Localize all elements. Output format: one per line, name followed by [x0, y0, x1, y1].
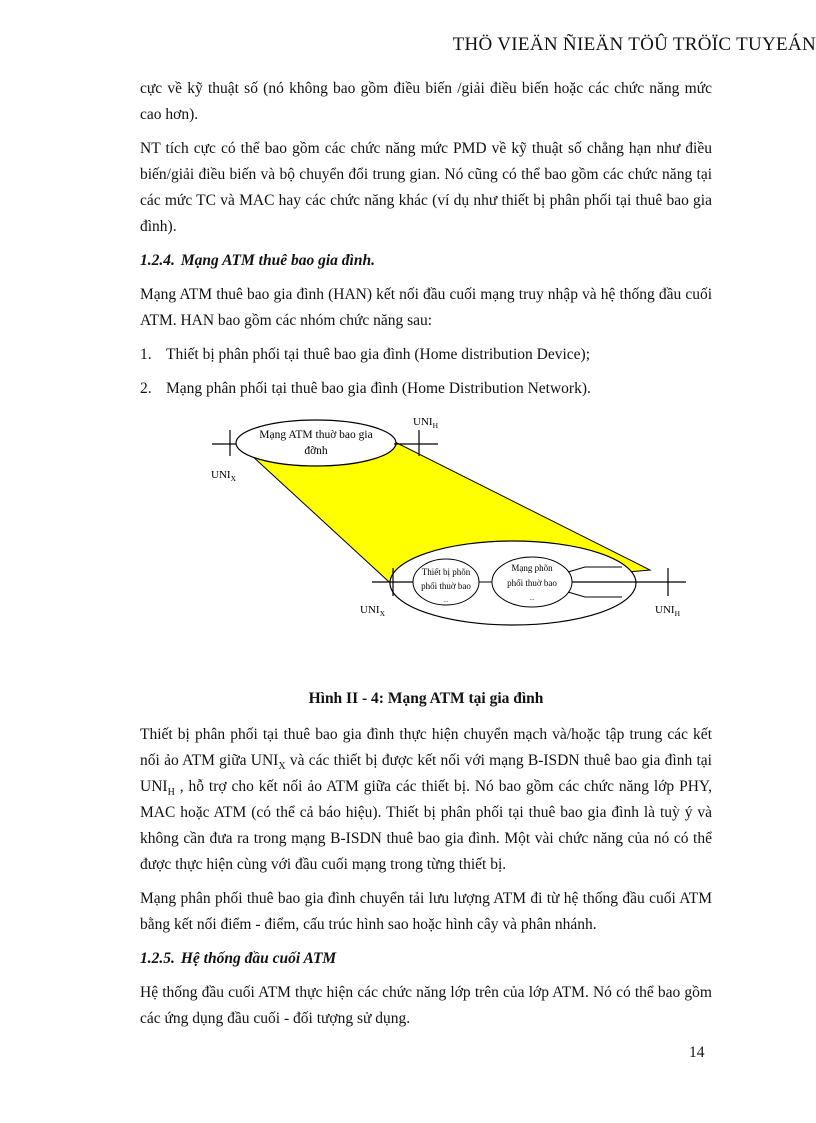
network-line2: phối thuờ bao: [507, 578, 557, 588]
uni-h-label-top: $UNI_H$: [413, 416, 438, 430]
page-number: 14: [689, 1044, 705, 1061]
device-line2: phối thuờ bao: [421, 581, 471, 591]
section-heading: [140, 946, 712, 972]
paragraph: Mạng phân phối thuê bao gia đình chuyển tải lưu lượng ATM đi từ hệ thống đầu cuối ATM bằng kết nối điểm - điểm, cấu trúc hình sao hoặc hình cây và phân nhánh.: [140, 890, 712, 933]
uni-x-label-top: $UNI_X$: [211, 469, 236, 483]
list-item: [140, 342, 712, 368]
paragraph: Thiết bị phân phối tại thuê bao gia đình thực hiện chuyển mạch và/hoặc tập trung các kết nối ảo ATM giữa $UNI_X$ và các thiết bị được kết nối với mạng B-ISDN thuê bao gia đình tại $UNI_H$ , hỗ trợ cho kết nối ảo ATM giữa các thiết bị. Nó bao gồm các chức năng lớp PHY, MAC hoặc ATM (có thể cả báo hiệu). Thiết bị phân phối tại thuê bao gia đình là tuỳ ý và không cần đưa ra trong mạng B-ISDN thuê bao gia đình. Một vài chức năng của nó có thể được thực hiện cùng với đầu cuối mạng trong từng thiết bị.: [140, 726, 712, 873]
figure-caption: Hình II - 4: Mạng ATM tại gia đình: [308, 690, 544, 707]
figure-diagram: [140, 410, 712, 680]
list-number: 1.: [140, 346, 152, 363]
uni-x-label-bottom: $UNI_X$: [360, 604, 385, 618]
network-line1: Mạng phõn: [511, 563, 553, 573]
top-ellipse-line2: đỡnh: [304, 445, 328, 457]
list-text: Thiết bị phân phối tại thuê bao gia đình (Home distribution Device);: [166, 346, 591, 363]
section-number: 1.2.4.: [140, 252, 175, 269]
top-ellipse-line1: Mạng ATM thuờ bao gia: [259, 429, 373, 441]
page-header: THÖ VIEÄN ÑIEÄN TÖÛ TRÖÏC TUYEÁN: [452, 34, 816, 55]
section-title: Hệ thống đầu cuối ATM: [180, 950, 337, 967]
list-number: 2.: [140, 380, 152, 397]
uni-h-label-bottom: $UNI_H$: [655, 604, 680, 618]
list-text: Mạng phân phối tại thuê bao gia đình (Home Distribution Network).: [166, 380, 591, 397]
section-number: 1.2.5.: [140, 950, 175, 967]
paragraph: Hệ thống đầu cuối ATM thực hiện các chức năng lớp trên của lớp ATM. Nó có thể bao gồm các ứng dụng đầu cuối - đối tượng sử dụng.: [140, 984, 712, 1027]
paragraph: cực về kỹ thuật số (nó không bao gồm điều biến /giải điều biến hoặc các chức năng mức cao hơn).: [140, 80, 712, 123]
network-line3: ...: [529, 594, 535, 602]
section-title: Mạng ATM thuê bao gia đình.: [180, 252, 375, 269]
list-item: [140, 376, 712, 402]
paragraph: NT tích cực có thể bao gồm các chức năng mức PMD về kỹ thuật số chẳng hạn như điều biến/giải điều biến và bộ chuyển đổi trung gian. Nó cũng có thể bao gồm các chức năng tại các mức TC và MAC hay các chức năng khác (ví dụ như thiết bị phân phối tại thuê bao gia đình).: [140, 140, 712, 235]
paragraph: Mạng ATM thuê bao gia đình (HAN) kết nối đầu cuối mạng truy nhập và hệ thống đầu cuối ATM. HAN bao gồm các nhóm chức năng sau:: [140, 286, 712, 329]
device-line1: Thiết bị phõn: [421, 567, 471, 577]
section-heading: [140, 248, 712, 274]
page-content: [140, 76, 712, 1040]
device-line3: ...: [443, 596, 449, 604]
han-diagram: [0, 410, 816, 680]
top-ellipse: [236, 420, 396, 466]
